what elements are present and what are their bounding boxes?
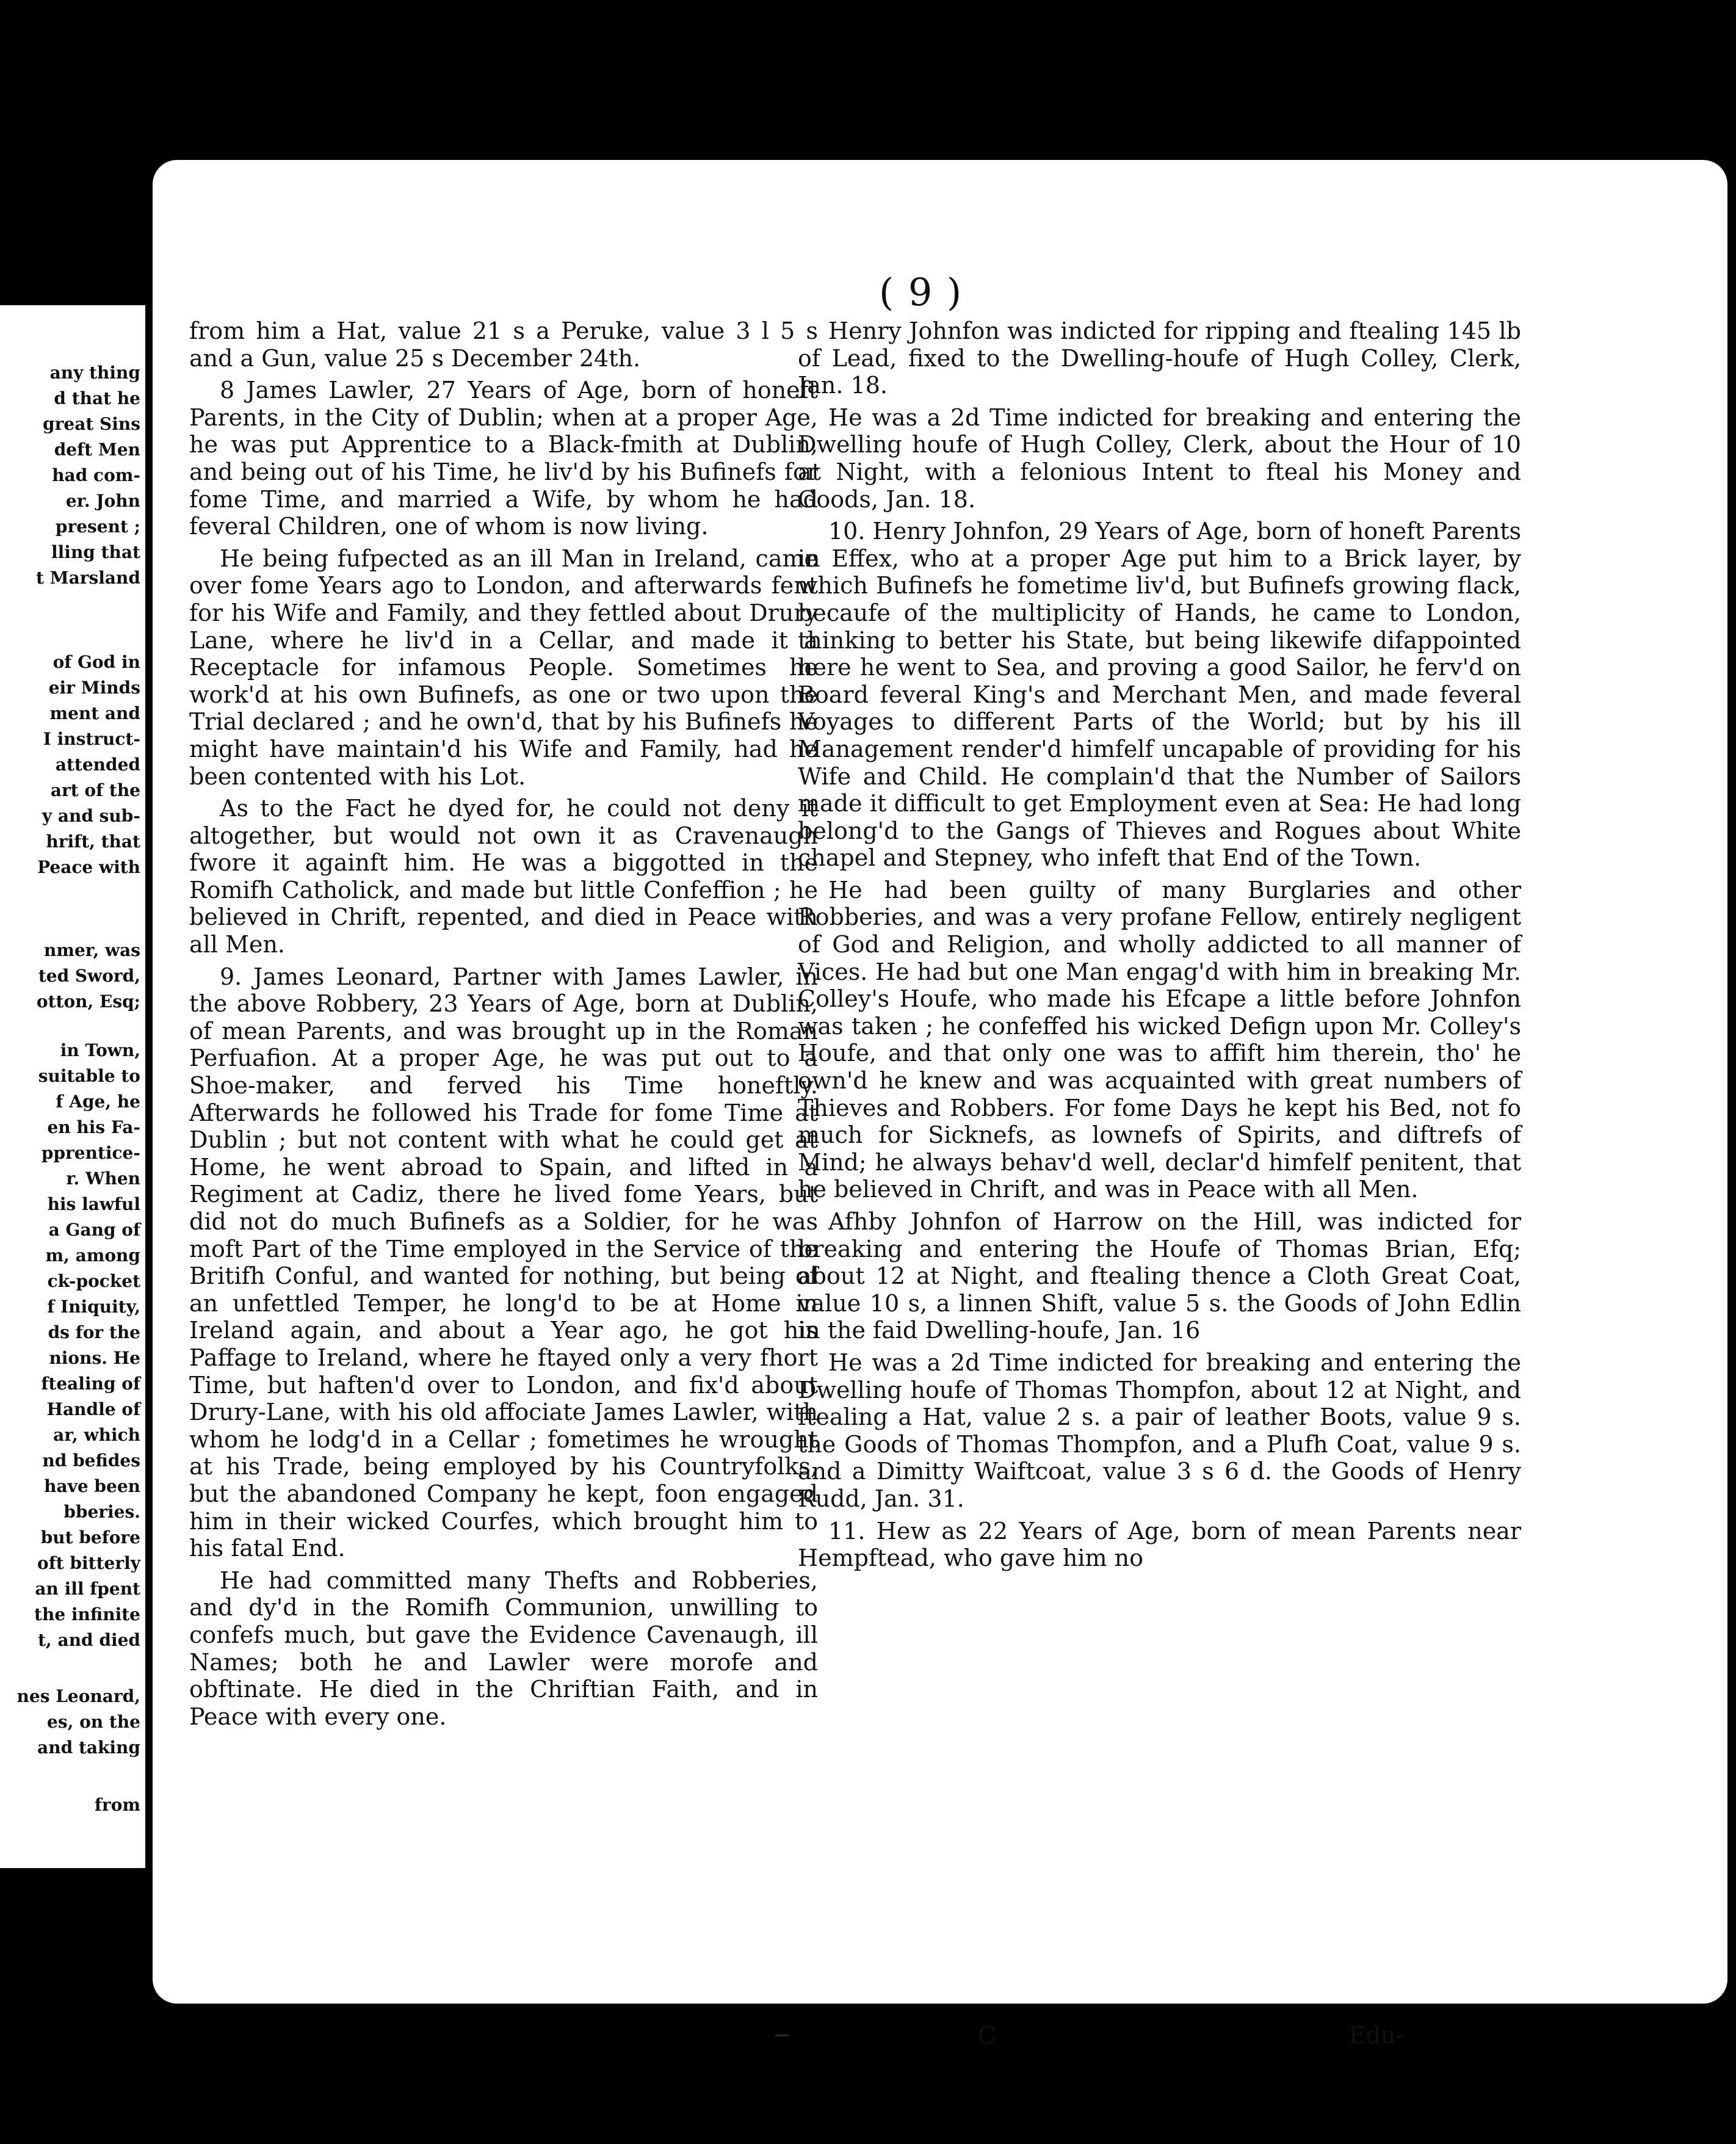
facing-page-line: an ill fpent — [35, 1579, 140, 1599]
facing-page-line: deft Men — [54, 440, 140, 460]
catchword: Edu- — [1349, 2022, 1404, 2049]
facing-page-line: d that he — [54, 388, 140, 408]
facing-page-line: had com- — [52, 465, 140, 485]
facing-page-line: t Marsland — [35, 568, 140, 588]
facing-page-line: his lawful — [47, 1194, 140, 1214]
facing-page-line: nd befides — [42, 1450, 140, 1471]
facing-page-line: er. John — [65, 491, 140, 511]
facing-page-line: and taking — [37, 1737, 140, 1758]
right-column — [798, 317, 1521, 1577]
paragraph: Henry Johnfon was indicted for ripping and ftealing 145 lb of Lead, fixed to the Dwelling-houfe of Hugh Colley, Clerk, Jan. 18. — [798, 317, 1521, 399]
paragraph: As to the Fact he dyed for, he could not deny it altogether, but would not own it as Cravenaugh fwore it againft him. He was a biggotted in the Romifh Catholick, and made but little Confeffion ; he believed in Chrift, repented, and died in Peace with all Men. — [189, 795, 818, 958]
facing-page-line: bberies. — [63, 1502, 140, 1522]
facing-page-line: ar, which — [53, 1425, 140, 1445]
paragraph: from him a Hat, value 21 s a Peruke, value 3 l 5 s and a Gun, value 25 s December 24th. — [189, 317, 818, 372]
facing-page-fragment — [0, 305, 145, 1868]
paragraph: 10. Henry Johnfon, 29 Years of Age, born of honeft Parents in Effex, who at a proper Age put him to a Brick layer, by which Bufinefs he fometime liv'd, but Bufinefs growing flack, becaufe of the multiplicity of Hands, he came to London, thinking to better his State, but being likewife difappointed here he went to Sea, and proving a good Sailor, he ferv'd on Board feveral King's and Merchant Men, and made feveral Voyages to different Parts of the World; but by his ill Management render'd himfelf uncapable of providing for his Wife and Child. He complain'd that the Number of Sailors made it difficult to get Employment even at Sea: He had long belong'd to the Gangs of Thieves and Rogues about White chapel and Stepney, who infeft that End of the Town. — [798, 518, 1521, 872]
facing-page-line: pprentice- — [41, 1143, 140, 1163]
facing-page-line: y and sub- — [42, 806, 140, 826]
facing-page-line: have been — [44, 1476, 140, 1496]
book-page — [153, 160, 1727, 2049]
paragraph: 9. James Leonard, Partner with James Lawler, in the above Robbery, 23 Years of Age, born at Dublin, of mean Parents, and was brought up in the Roman Perfuafion. At a proper Age, he was put out to a Shoe-maker, and ferved his Time honeftly. Afterwards he followed his Trade for fome Time at Dublin ; but not content with what he could get at Home, he went abroad to Spain, and lifted in a Regiment at Cadiz, there he lived fome Years, but did not do much Bufinefs as a Soldier, for he was moft Part of the Time employed in the Service of the Britifh Conful, and wanted for nothing, but being of an unfettled Temper, he long'd to be at Home in Ireland again, and about a Year ago, he got his Paffage to Ireland, where he ftayed only a very fhort Time, but haften'd over to London, and fix'd about Drury-Lane, with his old affociate James Lawler, with whom he lodg'd in a Cellar ; fometimes he wrought at his Trade, being employed by his Countryfolks, but the abandoned Company he kept, foon engaged him in their wicked Courfes, which brought him to his fatal End. — [189, 963, 818, 1562]
facing-page-line: ds for the — [48, 1322, 140, 1342]
facing-page-line: ck-pocket — [47, 1271, 140, 1291]
paragraph: He had been guilty of many Burglaries and other Robberies, and was a very profane Fellow, entirely negligent of God and Religion, and wholly addicted to all manner of Vices. He had but one Man engag'd with him in breaking Mr. Colley's Houfe, who made his Efcape a little before Johnfon was taken ; he confeffed his wicked Defign upon Mr. Colley's Houfe, and that only one was to affift him therein, tho' he own'd he knew and was acquainted with great numbers of Thieves and Robbers. For fome Days he kept his Bed, not fo much for Sicknefs, as lownefs of Spirits, and diftrefs of Mind; he always behav'd well, declar'd himfelf penitent, that he believed in Chrift, and was in Peace with all Men. — [798, 876, 1521, 1203]
facing-page-line: Handle of — [46, 1399, 140, 1419]
facing-page-line: I instruct- — [43, 729, 140, 749]
facing-page-line: art of the — [50, 780, 140, 800]
ink-mark — [775, 2034, 789, 2037]
facing-page-line: ted Sword, — [38, 966, 140, 986]
facing-page-line: but before — [40, 1527, 140, 1548]
paragraph: He being fufpected as an ill Man in Ireland, came over fome Years ago to London, and afterwards fent for his Wife and Family, and they fettled about Drury Lane, where he liv'd in a Cellar, and made it a Receptacle for infamous People. Sometimes he work'd at his own Bufinefs, as one or two upon the Trial declared ; and he own'd, that by his Bufinefs he might have maintain'd his Wife and Family, had he been contented with his Lot. — [189, 545, 818, 790]
facing-page-line: ftealing of — [41, 1374, 140, 1394]
facing-page-line: t, and died — [38, 1630, 140, 1650]
facing-page-line: nes Leonard, — [16, 1686, 140, 1706]
paragraph: He had committed many Thefts and Robberies, and dy'd in the Romifh Communion, unwilling to confefs much, but gave the Evidence Cavenaugh, ill Names; both he and Lawler were morofe and obftinate. He died in the Chriftian Faith, and in Peace with every one. — [189, 1566, 818, 1730]
paragraph: 8 James Lawler, 27 Years of Age, born of honeft Parents, in the City of Dublin; when at a proper Age, he was put Apprentice to a Black-fmith at Dublin, and being out of his Time, he liv'd by his Bufinefs for fome Time, and married a Wife, by whom he had feveral Children, one of whom is now living. — [189, 377, 818, 540]
facing-page-line: f Iniquity, — [47, 1297, 140, 1317]
facing-page-line: of God in — [52, 652, 140, 672]
facing-page-line: any thing — [49, 363, 140, 383]
facing-page-line: in Town, — [60, 1040, 140, 1060]
left-column — [189, 317, 818, 1735]
facing-page-line: otton, Esq; — [36, 991, 140, 1012]
paragraph: He was a 2d Time indicted for breaking and entering the Dwelling houfe of Hugh Colley, Clerk, about the Hour of 10 at Night, with a felonious Intent to fteal his Money and Goods, Jan. 18. — [798, 404, 1521, 513]
facing-page-line: from — [94, 1795, 140, 1815]
signature-mark: C — [978, 2022, 996, 2049]
paragraph: He was a 2d Time indicted for breaking and entering the Dwelling houfe of Thomas Thompfon, about 12 at Night, and ftealing a Hat, value 2 s. a pair of leather Boots, value 9 s. the Goods of Thomas Thompfon, and a Plufh Coat, value 9 s. and a Dimitty Waiftcoat, value 3 s 6 d. the Goods of Henry Rudd, Jan. 31. — [798, 1349, 1521, 1512]
facing-page-line: Peace with — [37, 857, 140, 877]
facing-page-line: eir Minds — [48, 678, 140, 698]
facing-page-line: oft bitterly — [37, 1553, 140, 1573]
facing-page-line: hrift, that — [46, 831, 140, 852]
facing-page-line: great Sins — [43, 414, 140, 434]
facing-page-line: lling that — [51, 542, 140, 562]
facing-page-line: f Age, he — [56, 1092, 140, 1112]
facing-page-line: suitable to — [38, 1066, 140, 1086]
paragraph: Afhby Johnfon of Harrow on the Hill, was indicted for breaking and entering the Houfe of Thomas Brian, Efq; about 12 at Night, and ftealing thence a Cloth Great Coat, value 10 s, a linnen Shift, value 5 s. the Goods of John Edlin in the faid Dwelling-houfe, Jan. 16 — [798, 1208, 1521, 1344]
page-number: ( 9 ) — [879, 270, 963, 314]
facing-page-line: r. When — [66, 1168, 140, 1189]
facing-page-line: nmer, was — [43, 940, 140, 960]
facing-page-line: a Gang of — [48, 1220, 140, 1240]
facing-page-line: the infinite — [34, 1604, 140, 1624]
facing-page-line: es, on the — [47, 1712, 140, 1732]
facing-page-line: nions. He — [49, 1348, 140, 1368]
facing-page-line: m, among — [45, 1245, 140, 1266]
facing-page-line: en his Fa- — [47, 1117, 140, 1137]
facing-page-line: present ; — [55, 516, 140, 537]
facing-page-line: ment and — [49, 703, 140, 723]
facing-page-line: attended — [55, 755, 140, 775]
paragraph: 11. Hew as 22 Years of Age, born of mean Parents near Hempftead, who gave him no — [798, 1517, 1521, 1572]
